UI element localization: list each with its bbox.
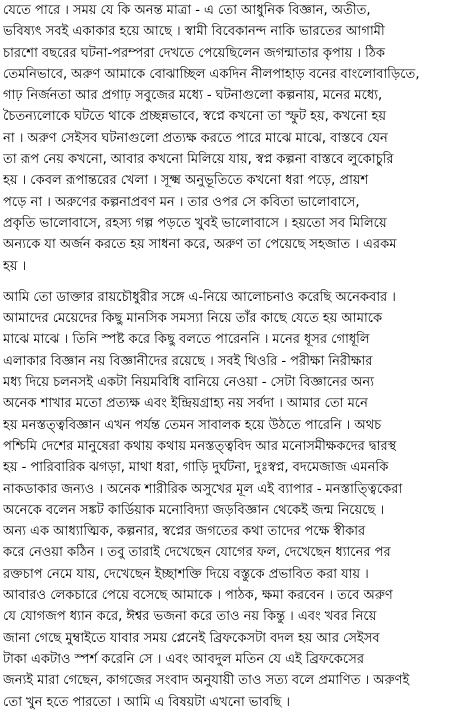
text-line: অন্য এক আধ্যাত্মিক, কল্পনার, স্বপ্নের জগতের কথা তাদের পক্ষে স্বীকার bbox=[3, 524, 366, 540]
text-line: অনেক শাখার মতো প্রত্যক্ষ এবং ইন্দ্রিয়গ্রাহ্য নয় সর্বদা । আমার তো মনে bbox=[3, 396, 368, 412]
text-line: করে নেওয়া কঠিন । তবু তারাই দেখেছেন যোগের ফল, দেখেছেন ধ্যানের পর bbox=[3, 545, 391, 561]
text-line: চারশো বছরের ঘটনা-পরম্পরা দেখতে পেয়েছিলেন জগন্মাতার কৃপায় । ঠিক bbox=[3, 45, 385, 61]
text-line: প্রকৃতি ভালোবাসে, রহস্য গল্প পড়তে খুবই ভালোবাসে । হয়তো সব মিলিয়ে bbox=[3, 215, 387, 231]
text-line: জানা গেছে মুম্বাইতে যাবার সময় প্লেনেই ব্রিফকেসটা বদল হয় আর সেইসব bbox=[3, 630, 380, 646]
text-line: অনেকে বলেন সঙ্কট কার্ডিয়াক মনোবিদ্যা জড়বিজ্ঞান থেকেই জন্ম নিয়েছে । bbox=[3, 502, 385, 518]
text-line: টাকা একটাও স্পর্শ করেনি সে । এবং আবদুল মতিন যে এই ব্রিফকেসের bbox=[3, 651, 364, 667]
text-line: যেতে পারে । সময় যে কি অনন্ত মাত্রা - এ তো আধুনিক বিজ্ঞান, অতীত, bbox=[3, 3, 371, 18]
text-line: তো খুন হতে পারতো । আমি এ বিষয়টা এখনো ভাবছি । bbox=[3, 694, 290, 710]
text-line: যে যোগজপ ধ্যান করে, ঈশ্বর ভজনা করে তাও নয় কিন্তু । এবং খবর নিয়ে bbox=[3, 609, 377, 625]
text-line: ভবিষ্যৎ সবই একাকার হয়ে আছে । স্বামী বিবেকানন্দ নাকি ভারতের আগামী bbox=[3, 24, 385, 40]
paragraph-2 bbox=[3, 287, 454, 713]
text-line: আমাদের মেয়েদের কিছু মানসিক সমস্যা নিয়ে তাঁর কাছে যেতে হয় আমাকে bbox=[3, 311, 383, 327]
paragraph-1 bbox=[3, 0, 454, 277]
text-line: মাঝে মাঝে । তিনি স্পষ্ট করে কিছু বলতে পারেননি । মনের ধূসর গোধূলি bbox=[3, 332, 370, 348]
text-line: অন্যকে যা অর্জন করতে হয় সাধনা করে, অরুণ তা পেয়েছে সহজাত । এরকম bbox=[3, 237, 397, 253]
text-line: চৈতন্যলোকে ঘটতে থাকে প্রচ্ছন্নভাবে, স্বপ্নে কখনো তা স্ফুট হয়, কখনো হয় bbox=[3, 109, 387, 125]
text-line: রক্তচাপ নেমে যায়, দেখেছেন ইচ্ছাশক্তি দিয়ে বস্তুকে প্রভাবিত করা যায় । bbox=[3, 566, 369, 582]
text-line: তেমনিভাবে, অরুণ আমাকে বোঝাচ্ছিল একদিন নীলপাহাড় বনের বাংলোবাড়িতে, bbox=[3, 66, 420, 82]
text-line: মধ্য দিয়ে চলনসই একটা নিয়মবিধি বানিয়ে নেওয়া - সেটা বিজ্ঞানের অন্য bbox=[3, 375, 375, 391]
text-line: এলাকার বিজ্ঞান নয় বিজ্ঞানীদের রয়েছে । সবই থিওরি - পরীক্ষা নিরীক্ষার bbox=[3, 353, 373, 369]
text-line: নাকডাকার জন্যও । অনেক শারীরিক অসুখের মূল এই ব্যাপার - মনস্তাত্ত্বিকেরা bbox=[3, 481, 403, 497]
text-line: তা রূপ নেয় কখনো, আবার কখনো মিলিয়ে যায়, স্বপ্ন কল্পনা বাস্তবে লুকোচুরি bbox=[3, 152, 394, 168]
text-line: হয় । কেবল রূপান্তরের খেলা । সূক্ষ্ম অনুভূতিতে কখনো ধরা পড়ে, প্রায়শ bbox=[3, 173, 369, 189]
text-line: পড়ে না । অরুণের কল্পনাপ্রবণ মন । তার ওপর সে কবিতা ভালোবাসে, bbox=[3, 194, 360, 210]
text-line: আবারও লেকচারে পেয়ে বসেছে আমাকে । পাঠক, ক্ষমা করবেন । তবে অরুণ bbox=[3, 588, 393, 604]
text-line: আমি তো ডাক্তার রায়চৌধুরীর সঙ্গে এ-নিয়ে আলোচনাও করেছি অনেকবার । bbox=[3, 289, 396, 305]
text-line: জন্যই মারা গেছেন, কাগজের সংবাদ অনুযায়ী তাও সত্য বলে প্রমাণিত । অরুণই bbox=[3, 673, 410, 689]
text-line: না । অরুণ সেইসব ঘটনাগুলো প্রত্যক্ষ করতে পারে মাঝে মাঝে, বাস্তবে যেন bbox=[3, 130, 388, 146]
paragraph-spacer bbox=[3, 277, 454, 287]
text-line: গাঢ় নির্জনতা আর প্রগাঢ় সবুজের মধ্যে - ঘটনাগুলো কল্পনায়, মনের মধ্যে, bbox=[3, 88, 383, 104]
text-line: হয় । bbox=[3, 258, 27, 274]
text-line: হয় - পারিবারিক ঝগড়া, মাথা ধরা, গাড়ি দুর্ঘটনা, দুঃস্বপ্ন, বদমেজাজ এমনকি bbox=[3, 460, 389, 476]
text-line: পশ্চিমি দেশের মানুষেরা কথায় কথায় মনস্তত্ত্ববিদ আর মনোসমীক্ষকদের দ্বারস্থ bbox=[3, 438, 397, 454]
text-line: হয় মনস্তত্ত্ববিজ্ঞান এখন পর্যন্ত তেমন সাবালক হয়ে উঠতে পারেনি । অথচ bbox=[3, 417, 382, 433]
